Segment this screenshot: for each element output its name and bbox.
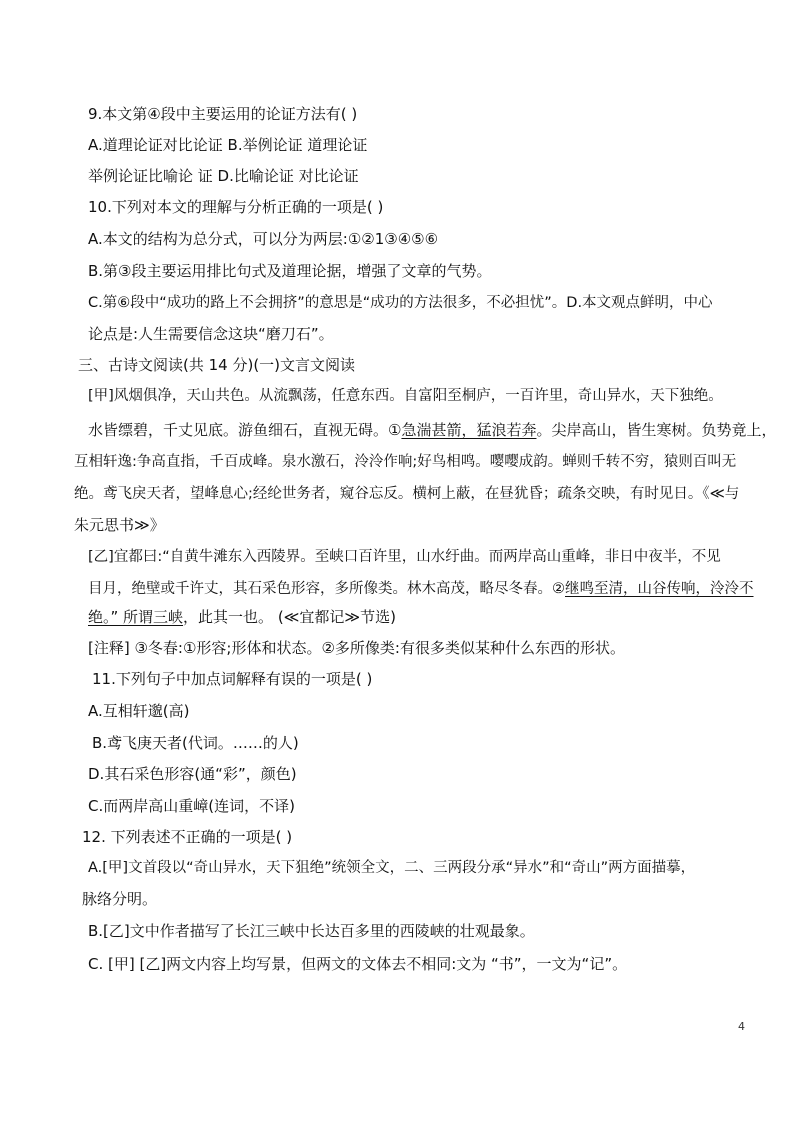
passage-yi-line3 <box>88 607 396 627</box>
q11-option-d: D.其石采色形容(通“彩”，颜色) <box>88 765 297 783</box>
section-heading: 三、古诗文阅读(共 14 分)(一)文言文阅读 <box>78 356 356 374</box>
passage-jia-line2 <box>88 420 776 440</box>
q10-option-b: B.第③段主要运用排比句式及道理论据，增强了文章的气势。 <box>88 262 492 280</box>
q11-option-c: C.而两岸高山重嶂(连词，不译) <box>88 797 295 815</box>
q10-option-c-line1: C.第⑥段中“成功的路上不会拥挤”的意思是“成功的方法很多，不必担忧”。D.本文观点鲜明，中心 <box>88 295 713 311</box>
passage-jia-line5: 朱元思书≫》 <box>74 516 165 534</box>
underlined-sentence-1: 急湍甚箭，猛浪若奔 <box>401 421 537 439</box>
q12-stem: 12. 下列表述不正确的一项是( ) <box>82 828 293 846</box>
q9-stem: 9.本文第④段中主要运用的论证方法有( ) <box>88 105 358 123</box>
q12-option-a-line1: A.[甲]文首段以“奇山异水，天下狙绝”统领全文，二、三两段分承“异水”和“奇山”两方面描摹， <box>88 860 696 876</box>
q9-options-cd: 举例论证比喻论 证 D.比喻论证 对比论证 <box>88 167 359 185</box>
passage-jia-text: 水皆缥碧，千丈见底。游鱼细石，直视无碍。① <box>88 421 402 439</box>
q12-option-b: B.[乙]文中作者描写了长江三峡中长达百多里的西陵峡的壮观最象。 <box>88 922 535 940</box>
passage-yi-text: ，此其一也。 (≪宜都记≫节选) <box>183 608 396 626</box>
q11-option-b: B.鸢飞庚天者(代词。……的人) <box>92 734 299 752</box>
annotation-notes: [注释] ③冬春:①形容;形体和状态。②多所像类:有很多类似某种什么东西的形状。 <box>88 639 625 657</box>
q11-option-a: A.互相轩邈(高) <box>88 702 190 720</box>
passage-jia-line3: 互相轩逸:争高直指，千百成峰。泉水激石，泠泠作响;好鸟相鸣。嘤嘤成韵。蝉则千转不穷，猿则百叫无 <box>74 454 737 470</box>
q10-option-a: A.本文的结构为总分式，可以分为两层:①②1③④⑤⑥ <box>88 230 439 248</box>
q9-options-ab: A.道理论证对比论证 B.举例论证 道理论证 <box>88 136 368 154</box>
passage-yi-line2 <box>88 579 754 599</box>
q12-option-a-line2: 脉络分明。 <box>82 890 158 908</box>
underlined-sentence-2: 继鸣至清，山谷传响，泠泠不 <box>565 581 754 597</box>
q12-option-c: C. [甲] [乙]两文内容上均写景，但两文的文体去不相同:文为 “书”，一文为“记”。 <box>88 955 628 973</box>
page-number: 4 <box>738 1020 745 1033</box>
passage-yi-line1: [乙]宜都曰:“自黄牛滩东入西陵界。至峡口百许里，山水纡曲。而两岸高山重峰，非日中夜半，不见 <box>88 549 721 565</box>
passage-yi-text: 目月，绝壁或千许丈，其石采色形容，多所像类。林木高茂，略尽冬春。② <box>88 581 565 597</box>
passage-jia-text: 。尖岸高山，皆生寒树。负势竟上， <box>536 421 777 439</box>
passage-jia-line4: 绝。鸢飞戾天者，望峰息心;经纶世务者，窥谷忘反。横柯上蔽，在昼犹昏；疏条交映，有时见日。《≪与 <box>74 486 740 502</box>
q10-stem: 10.下列对本文的理解与分析正确的一项是( ) <box>88 198 384 216</box>
passage-jia-line1: [甲]风烟俱净，天山共色。从流飘荡，任意东西。自富阳至桐庐，一百许里，奇山异水，天下独绝。 <box>88 388 723 404</box>
q10-option-c-line2: 论点是:人生需要信念这块“磨刀石”。 <box>88 325 334 343</box>
q11-stem: 11.下列句子中加点词解释有误的一项是( ) <box>92 670 373 688</box>
underlined-sentence-2-end: 绝。” 所谓三峡 <box>88 608 184 626</box>
